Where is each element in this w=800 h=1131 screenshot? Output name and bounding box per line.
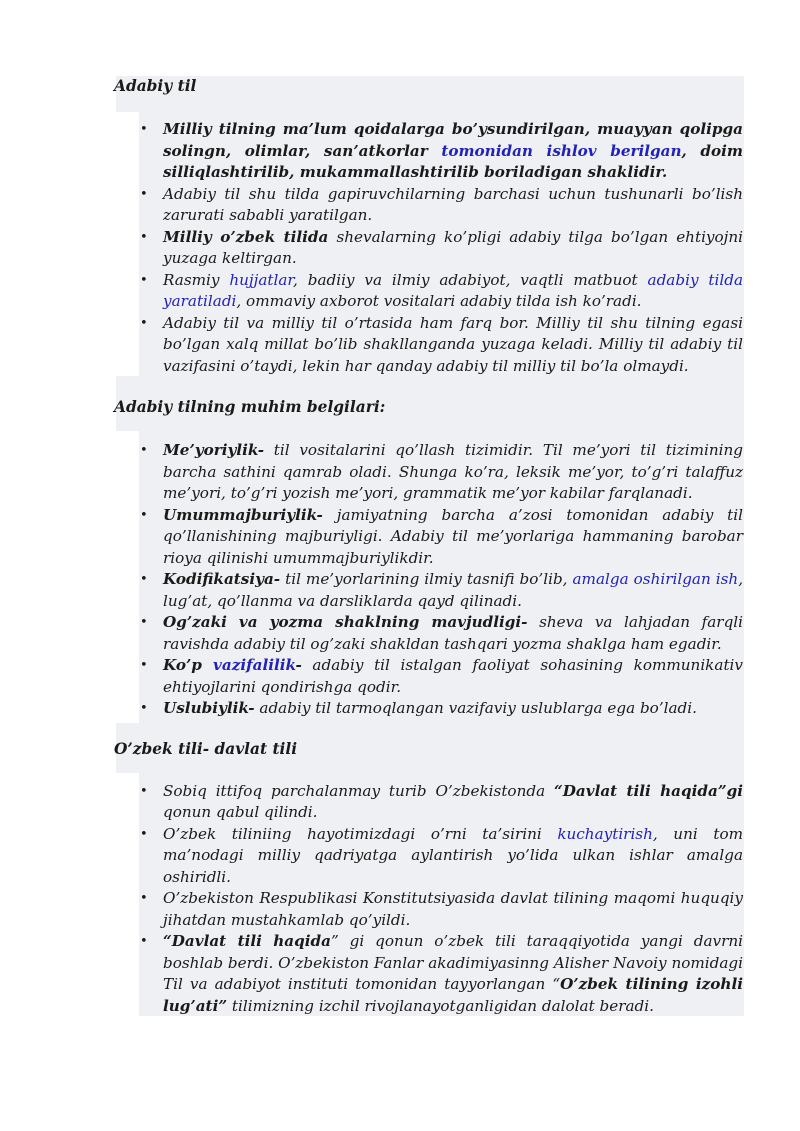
bullet-icon: • xyxy=(140,826,148,842)
list-item: • Milliy o’zbek tilida shevalarning ko’pligi adabiy tilga bo’lgan ehtiyojni yuzaga keltirgan. xyxy=(140,227,744,267)
bullet-icon: • xyxy=(140,507,148,523)
bullet-icon: • xyxy=(140,615,148,630)
bullet-icon: • xyxy=(140,186,148,202)
list-item: • Rasmiy hujjatlar, badiiy va ilmiy adabiyot, vaqtli matbuot adabiy tilda yaratiladi, ommaviy axborot vositalari adabiy tilda ish ko’radi. xyxy=(140,270,743,310)
section-heading-adabiy-til: Adabiy til xyxy=(114,77,197,95)
link[interactable]: kuchaytirish xyxy=(557,824,653,843)
list-item: • O’zbek tiliniing hayotimizdagi o’rni ta’sirini kuchaytirish, uni tom ma’nodagi milliy qadriyatga aylantirish yo’lida ulkan ishlar amalga oshiridli. xyxy=(140,824,743,886)
list-item: • Uslubiylik- adabiy til tarmoqlangan vazifaviy uslublarga ega bo’ladi. xyxy=(163,698,743,720)
link[interactable]: hujjatlar xyxy=(229,270,294,289)
bullet-icon: • xyxy=(140,443,148,458)
bullet-icon: • xyxy=(140,658,148,673)
document-body xyxy=(114,75,743,1017)
bullet-icon: • xyxy=(140,934,148,949)
link[interactable]: vazifalilik xyxy=(213,656,296,674)
list-item: • Umummajburiylik- jamiyatning barcha a’zosi tomonidan adabiy til qo’llanishining majburiyligi. Adabiy til me’yorlariga hammaning barobar rioya qilinishi umummajburiylikdir. xyxy=(140,505,743,567)
bullet-icon: • xyxy=(140,315,148,331)
list-item: • Me’yoriylik- til vositalarini qo’llash tizimidir. Til me’yori til tizimining barcha sathini qamrab oladi. Shunga ko’ra, leksik me’yor, to’g’ri talaffuz me’yori, to’g’ri yozish me’yori, grammatik me’yor kabilar farqlanadi. xyxy=(140,441,743,502)
list-item: • Kodifikatsiya- til me’yorlarining ilmiy tasnifi bo’lib, amalga oshirilgan ish, lug’at, qo’llanma va darsliklarda qayd qilinadi. xyxy=(140,570,744,610)
bullet-list-muhim-belgilari xyxy=(114,440,743,720)
bullet-icon: • xyxy=(140,701,148,716)
link[interactable]: tomonidan ishlov berilgan xyxy=(441,141,682,160)
list-item: • Sobiq ittifoq parchalanmay turib O’zbekistonda “Davlat tili haqida”gi qonun qabul qilindi. xyxy=(140,781,743,821)
list-item: • Adabiy til va milliy til o’rtasida ham farq bor. Milliy til shu tilning egasi bo’lgan xalq millat bo’lib shakllanganda yuzaga keladi. Milliy til adabiy til vazifasini o’taydi, lekin har qanday adabiy til milliy til bo’la olmaydi. xyxy=(140,313,743,375)
list-item: • Og’zaki va yozma shaklning mavjudligi- sheva va lahjadan farqli ravishda adabiy til og’zaki shakldan tashqari yozma shaklga ham egadir. xyxy=(140,613,743,653)
section-heading-muhim-belgilari: Adabiy tilning muhim belgilari: xyxy=(114,398,386,416)
list-item: • “Davlat tili haqida” gi qonun o’zbek tili taraqqiyotida yangi davrni boshlab berdi. O’zbekiston Fanlar akadimiyasinng Alisher Navoiy nomidagi Til va adabiyot instituti tomonidan tayyorlangan “O’zbek tilining izohli lug’ati” tilimizning izchil rivojlanayotganligidan dalolat beradi. xyxy=(140,932,743,1015)
list-item: • O’zbekiston Respublikasi Konstitutsiyasida davlat tilining maqomi huquqiy jihatdan mustahkamlab qo’yildi. xyxy=(140,889,743,929)
list-item: • Adabiy til shu tilda gapiruvchilarning barchasi uchun tushunarli bo’lish zarurati sababli yaratilgan. xyxy=(140,184,743,224)
section-heading-davlat-tili: O’zbek tili- davlat tili xyxy=(114,739,298,758)
bullet-icon: • xyxy=(140,122,148,137)
bullet-icon: • xyxy=(140,891,148,906)
list-item: • Ko’p vazifalilik- adabiy til istalgan faoliyat sohasining kommunikativ ehtiyojlarini qondirishga qodir. xyxy=(140,656,743,696)
bullet-icon: • xyxy=(140,572,148,587)
link[interactable]: amalga oshirilgan ish xyxy=(572,570,739,588)
bullet-list-davlat-tili xyxy=(114,781,743,1018)
bullet-list-adabiy-til xyxy=(114,119,743,377)
bullet-icon: • xyxy=(140,229,148,245)
list-item: • Milliy tilning ma’lum qoidalarga bo’ysundirilgan, muayyan qolipga solingn, olimlar, san’atkorlar tomonidan ishlov berilgan, doim silliqlashtirilib, mukammallashtirilib boriladigan shaklidir. xyxy=(140,120,743,181)
bullet-icon: • xyxy=(140,783,148,799)
link[interactable]: adabiy tilda yaratiladi xyxy=(163,270,743,310)
bullet-icon: • xyxy=(140,272,148,288)
